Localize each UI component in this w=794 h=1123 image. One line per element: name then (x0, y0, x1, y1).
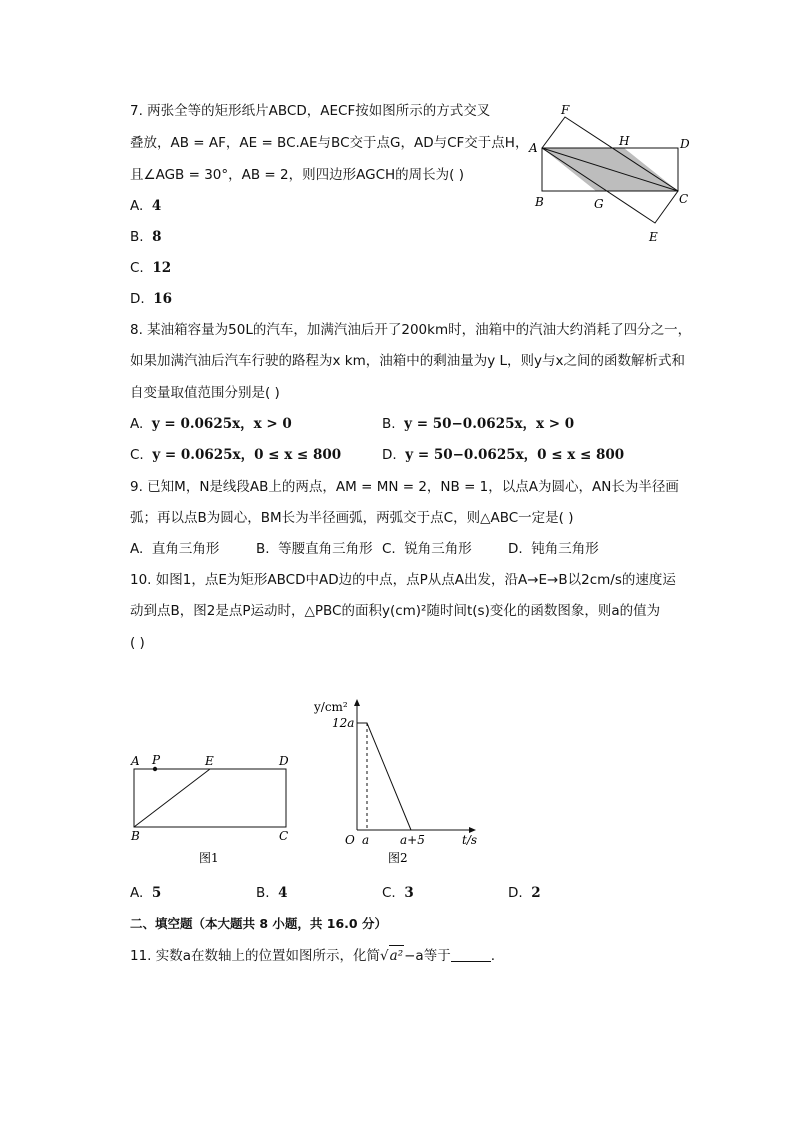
q11-line (130, 945, 495, 966)
q10-figure-2 (310, 695, 490, 870)
q10-fig2-caption: 图2 (388, 851, 408, 865)
q9-option-a[interactable]: A. 直角三角形 (130, 541, 220, 557)
q9-option-b[interactable]: B. 等腰直角三角形 (256, 541, 373, 557)
q10-option-a[interactable]: A. 5 (130, 885, 162, 901)
q10-fig2-xlabel: t/s (462, 833, 478, 847)
q7-option-c[interactable]: C. 12 (130, 260, 172, 276)
q10-line-1: 10. 如图1，点E为矩形ABCD中AD边的中点，点P从点A出发，沿A→E→B以2cm/s的速度运 (130, 572, 676, 588)
q10-option-c[interactable]: C. 3 (382, 885, 414, 901)
q7-figure (525, 100, 705, 250)
q7-line-2: 叠放，AB = AF，AE = BC.AE与BC交于点G，AD与CF交于点H， (130, 135, 529, 151)
q10-fig2-ytick: 12a (332, 716, 355, 730)
q8-option-d[interactable]: D. y = 50−0.0625x，0 ≤ x ≤ 800 (382, 447, 625, 463)
q10-fig1-point-p (153, 767, 157, 771)
q7-label-e: E (649, 230, 658, 244)
q10-option-d[interactable]: D. 2 (508, 885, 541, 901)
q10-line-2: 动到点B，图2是点P运动时，△PBC的面积y(cm)²随时间t(s)变化的函数图象，则a的值为 (130, 603, 661, 619)
q10-fig2-xtick-a: a (362, 833, 370, 847)
q8-line-3: 自变量取值范围分别是( ) (130, 385, 280, 401)
q10-line-3: ( ) (130, 635, 145, 651)
q10-fig2-origin: O (345, 833, 355, 847)
q7-line-3: 且∠AGB = 30°，AB = 2，则四边形AGCH的周长为( ) (130, 167, 464, 183)
q10-option-b[interactable]: B. 4 (256, 885, 288, 901)
q9-line-2: 弧；再以点B为圆心，BM长为半径画弧，两弧交于点C，则△ABC一定是( ) (130, 510, 574, 526)
q10-fig1-label-b: B (131, 829, 140, 843)
q10-fig2-graph-line (357, 723, 411, 830)
q8-line-1: 8. 某油箱容量为50L的汽车，加满汽油后开了200km时，油箱中的汽油大约消耗了四分之一， (130, 322, 692, 338)
section-fill-in-title: 二、填空题（本大题共 8 小题，共 16.0 分） (130, 916, 387, 931)
q10-fig1-label-p: P (152, 753, 161, 767)
q8-line-2: 如果加满汽油后汽车行驶的路程为x km，油箱中的剩油量为y L，则y与x之间的函数解析式和 (130, 353, 686, 369)
q10-fig2-ylabel: y/cm² (314, 700, 348, 714)
q7-label-d: D (680, 137, 690, 151)
q9-option-d[interactable]: D. 钝角三角形 (508, 541, 599, 557)
q11-answer-blank[interactable] (451, 947, 491, 962)
q7-label-g: G (594, 197, 604, 211)
q10-fig1-segment-be (134, 769, 210, 827)
q7-label-h: H (619, 134, 630, 148)
q7-option-b[interactable]: B. 8 (130, 229, 162, 245)
q10-fig1-label-d: D (279, 754, 289, 768)
q11-radicand: a² (389, 945, 404, 966)
q10-fig1-label-a: A (131, 754, 140, 768)
q7-line-1: 7. 两张全等的矩形纸片ABCD，AECF按如图所示的方式交叉 (130, 103, 491, 119)
q11-end: . (490, 948, 496, 964)
q10-fig2-xtick-a5: a+5 (400, 833, 425, 847)
q11-after: −a等于 (404, 948, 451, 964)
q10-fig2-y-arrow (354, 699, 360, 706)
q7-label-c: C (679, 192, 689, 206)
q7-option-a[interactable]: A. 4 (130, 198, 162, 214)
q10-fig1-label-c: C (279, 829, 289, 843)
q11-prefix: 11. 实数a在数轴上的位置如图所示，化简 (130, 948, 381, 964)
q7-label-f: F (561, 103, 570, 117)
q9-line-1: 9. 已知M，N是线段AB上的两点，AM = MN = 2，NB = 1，以点A为圆心，AN长为半径画 (130, 479, 679, 495)
q7-label-b: B (535, 195, 544, 209)
q10-figure-1 (125, 750, 305, 870)
q8-option-c[interactable]: C. y = 0.0625x，0 ≤ x ≤ 800 (130, 447, 342, 463)
q7-label-a: A (529, 141, 538, 155)
q10-fig1-rect (134, 769, 286, 827)
q9-option-c[interactable]: C. 锐角三角形 (382, 541, 472, 557)
q10-fig1-caption: 图1 (199, 851, 219, 865)
q8-option-b[interactable]: B. y = 50−0.0625x，x > 0 (382, 416, 575, 432)
q7-option-d[interactable]: D. 16 (130, 291, 173, 307)
q8-option-a[interactable]: A. y = 0.0625x，x > 0 (130, 416, 292, 432)
sqrt-symbol-icon: √ (380, 948, 389, 964)
q10-fig1-label-e: E (205, 754, 214, 768)
